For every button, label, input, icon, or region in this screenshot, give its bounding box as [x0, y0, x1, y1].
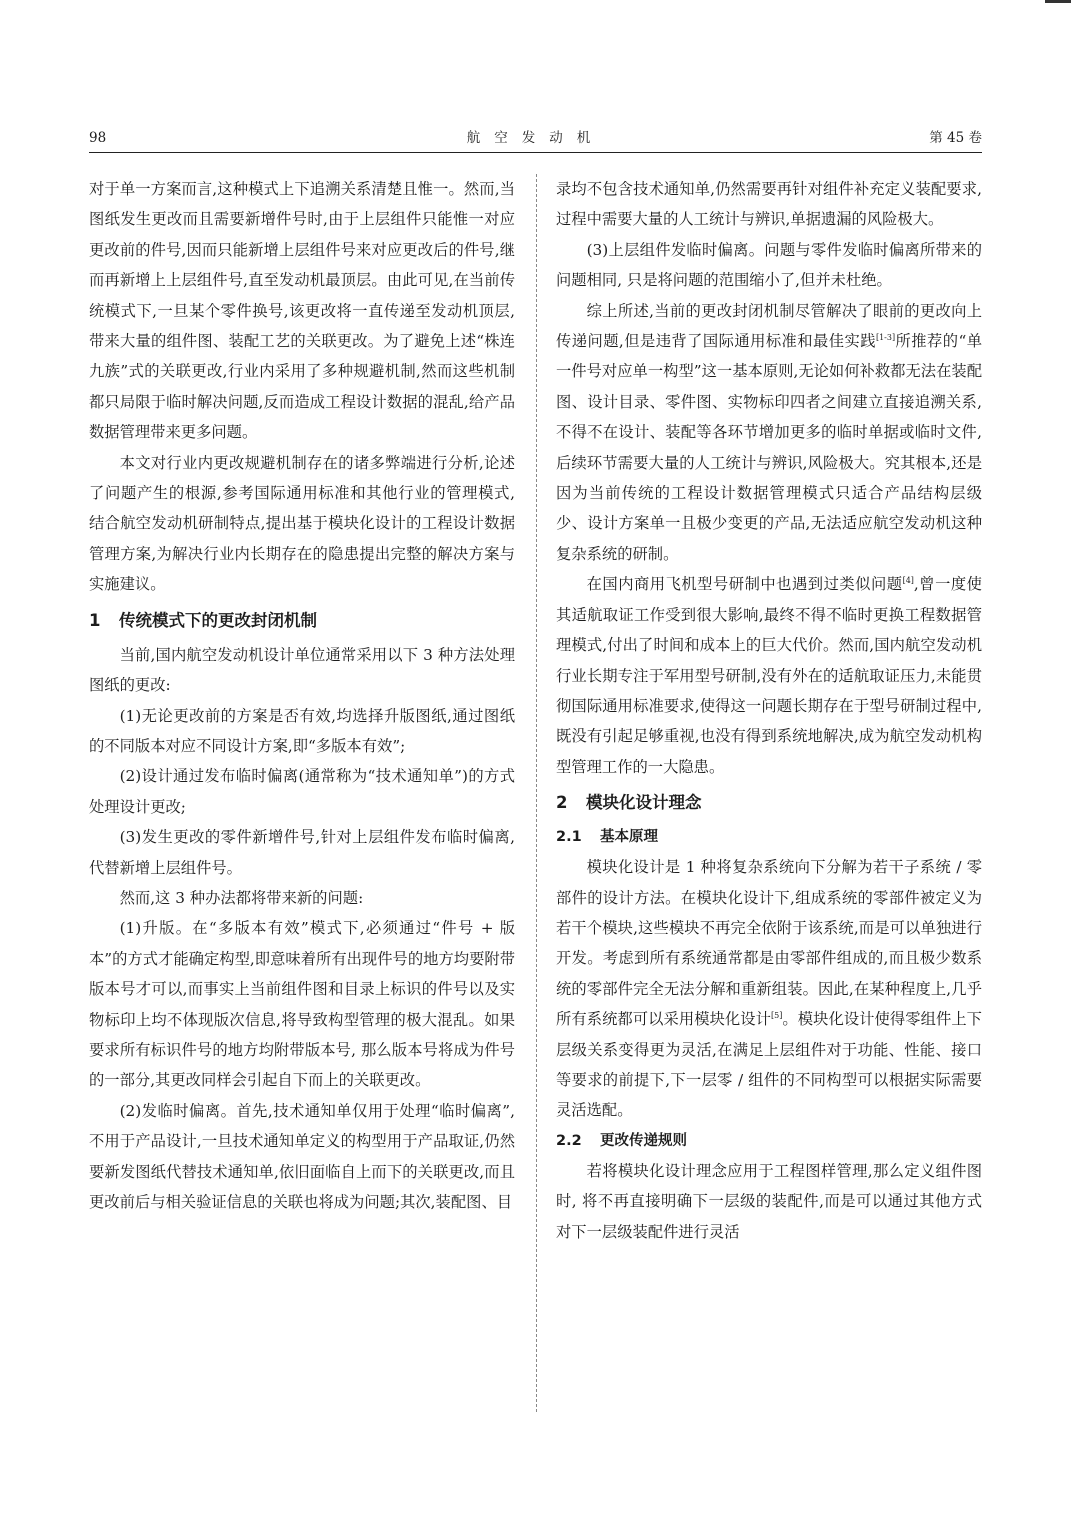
- section-number: 2: [556, 793, 568, 813]
- paragraph: (1)无论更改前的方案是否有效,均选择升版图纸,通过图纸的不同版本对应不同设计方案,即“多版本有效”;: [89, 706, 515, 755]
- paragraph: 本文对行业内更改规避机制存在的诸多弊端进行分析,论述了问题产生的根源,参考国际通用标准和其他行业的管理模式, 结合航空发动机研制特点,提出基于模块化设计的工程设计数据管理方案,为解决行业内长期存在的隐患提出完整的解决方案与实施建议。: [89, 453, 515, 594]
- paragraph: (3)上层组件发临时偏离。问题与零件发临时偏离所带来的问题相同, 只是将问题的范围缩小了,但并未杜绝。: [556, 240, 982, 290]
- volume-label: 第 45 卷: [929, 130, 982, 146]
- corner-mark: [1045, 0, 1071, 3]
- subsection-number: 2.2: [556, 1132, 582, 1149]
- paragraph: 然而,这 3 种办法都将带来新的问题:: [119, 888, 364, 907]
- section-heading: [556, 788, 982, 818]
- text-run: 模块化设计是 1 种将复杂系统向下分解为若干子系统 / 零部件的设计方法。在模块化设计下,组成系统的零部件被定义为若干个模块,这些模块不再完全依附于该系统,而是可以单独进行开发。考虑到所有系统通常都是由零部件组成的,而且极少数系统的零部件完全无法分解和重新组装。因此,在某种程度上,几乎所有系统都可以采用模块化设计: [556, 858, 982, 1029]
- section-heading: [89, 606, 515, 636]
- paragraph: 录均不包含技术通知单,仍然需要再针对组件补充定义装配要求, 过程中需要大量的人工统计与辨识,单据遗漏的风险极大。: [556, 180, 982, 229]
- subsection-title: 更改传递规则: [600, 1132, 687, 1149]
- text-run: 综上所述,当前的更改封闭机制尽管解决了眼前的更改向上传递问题,但是违背了国际通用标准和最佳实践: [556, 301, 982, 351]
- paragraph: [556, 852, 982, 1126]
- paragraph: 对于单一方案而言,这种模式上下追溯关系清楚且惟一。然而,当图纸发生更改而且需要新增件号时,由于上层组件只能惟一对应更改前的件号,因而只能新增上层组件号来对应更改后的件号,继而再新增上上层组件号,直至发动机最顶层。由此可见,在当前传统模式下,一旦某个零件换号,该更改将一直传递至发动机顶层,带来大量的组件图、装配工艺的关联更改。为了避免上述“株连九族”式的关联更改,行业内采用了多种规避机制,然而这些机制都只局限于临时解决问题,反而造成工程设计数据的混乱,给产品数据管理带来更多问题。: [89, 180, 515, 442]
- section-title: 传统模式下的更改封闭机制: [119, 610, 317, 630]
- citation: [5]: [771, 1011, 783, 1021]
- text-run: 。模块化设计使得零组件上下层级关系变得更为灵活,在满足上层组件对于功能、性能、接口等要求的前提下,下一层零 / 组件的不同构型可以根据实际需要灵活选配。: [556, 1010, 982, 1120]
- paragraph: (2)设计通过发布临时偏离(通常称为“技术通知单”)的方式处理设计更改;: [89, 767, 515, 816]
- left-column: [89, 174, 515, 1217]
- subsection-heading: [556, 822, 982, 852]
- running-header: [89, 128, 982, 148]
- section-number: 1: [89, 610, 101, 630]
- paragraph: (2)发临时偏离。首先,技术通知单仅用于处理“临时偏离”,不用于产品设计,一旦技术通知单定义的构型用于产品取证,仍然要新发图纸代替技术通知单,依旧面临自上而下的关联更改,而且更改前后与相关验证信息的关联也将成为问题;其次,装配图、目: [89, 1101, 515, 1211]
- citation: [1-3]: [875, 332, 896, 342]
- column-separator: [536, 174, 537, 1412]
- paragraph: [556, 296, 982, 570]
- journal-name: 航空发动机: [466, 130, 605, 146]
- subsection-number: 2.1: [556, 829, 582, 846]
- subsection-heading: [556, 1126, 982, 1156]
- paragraph: (3)发生更改的零件新增件号,针对上层组件发布临时偏离,代替新增上层组件号。: [89, 828, 515, 877]
- citation: [4]: [902, 576, 914, 586]
- text-run: 在国内商用飞机型号研制中也遇到过类似问题: [586, 575, 903, 594]
- text-run: ,曾一度使其适航取证工作受到很大影响,最终不得不临时更换工程数据管理模式,付出了时间和成本上的巨大代价。然而,国内航空发动机行业长期专注于军用型号研制,没有外在的适航取证压力,未能贯彻国际通用标准要求,使得这一问题长期存在于型号研制过程中,既没有引起足够重视,也没有得到系统地解决,成为航空发动机构型管理工作的一大隐患。: [556, 575, 982, 776]
- right-column: [556, 174, 982, 1247]
- paragraph: 当前,国内航空发动机设计单位通常采用以下 3 种方法处理图纸的更改:: [89, 645, 515, 695]
- text-run: 所推荐的“单一件号对应单一构型”这一基本原则,无论如何补救都无法在装配图、设计目录、零件图、实物标印四者之间建立直接追溯关系,不得不在设计、装配等各环节增加更多的临时单据或临时文件,后续环节需要大量的人工统计与辨识,风险极大。究其根本,还是因为当前传统的工程设计数据管理模式只适合产品结构层级少、设计方案单一且极少变更的产品,无法适应航空发动机这种复杂系统的研制。: [556, 332, 982, 563]
- section-title: 模块化设计理念: [586, 793, 702, 813]
- paragraph: 若将模块化设计理念应用于工程图样管理,那么定义组件图时, 将不再直接明确下一层级的装配件,而是可以通过其他方式对下一层级装配件进行灵活: [556, 1161, 982, 1241]
- page-number: 98: [89, 130, 107, 146]
- header-rule: [89, 152, 982, 153]
- paragraph: [556, 569, 982, 782]
- paragraph: (1)升版。在“多版本有效”模式下,必须通过“件号 + 版本”的方式才能确定构型,即意味着所有出现件号的地方均要附带版本号才可以,而事实上当前组件图和目录上标识的件号以及实物标印上均不体现版次信息,将导致构型管理的极大混乱。如果要求所有标识件号的地方均附带版本号, 那么版本号将成为件号的一部分,其更改同样会引起自下而上的关联更改。: [89, 919, 515, 1090]
- subsection-title: 基本原理: [600, 829, 658, 846]
